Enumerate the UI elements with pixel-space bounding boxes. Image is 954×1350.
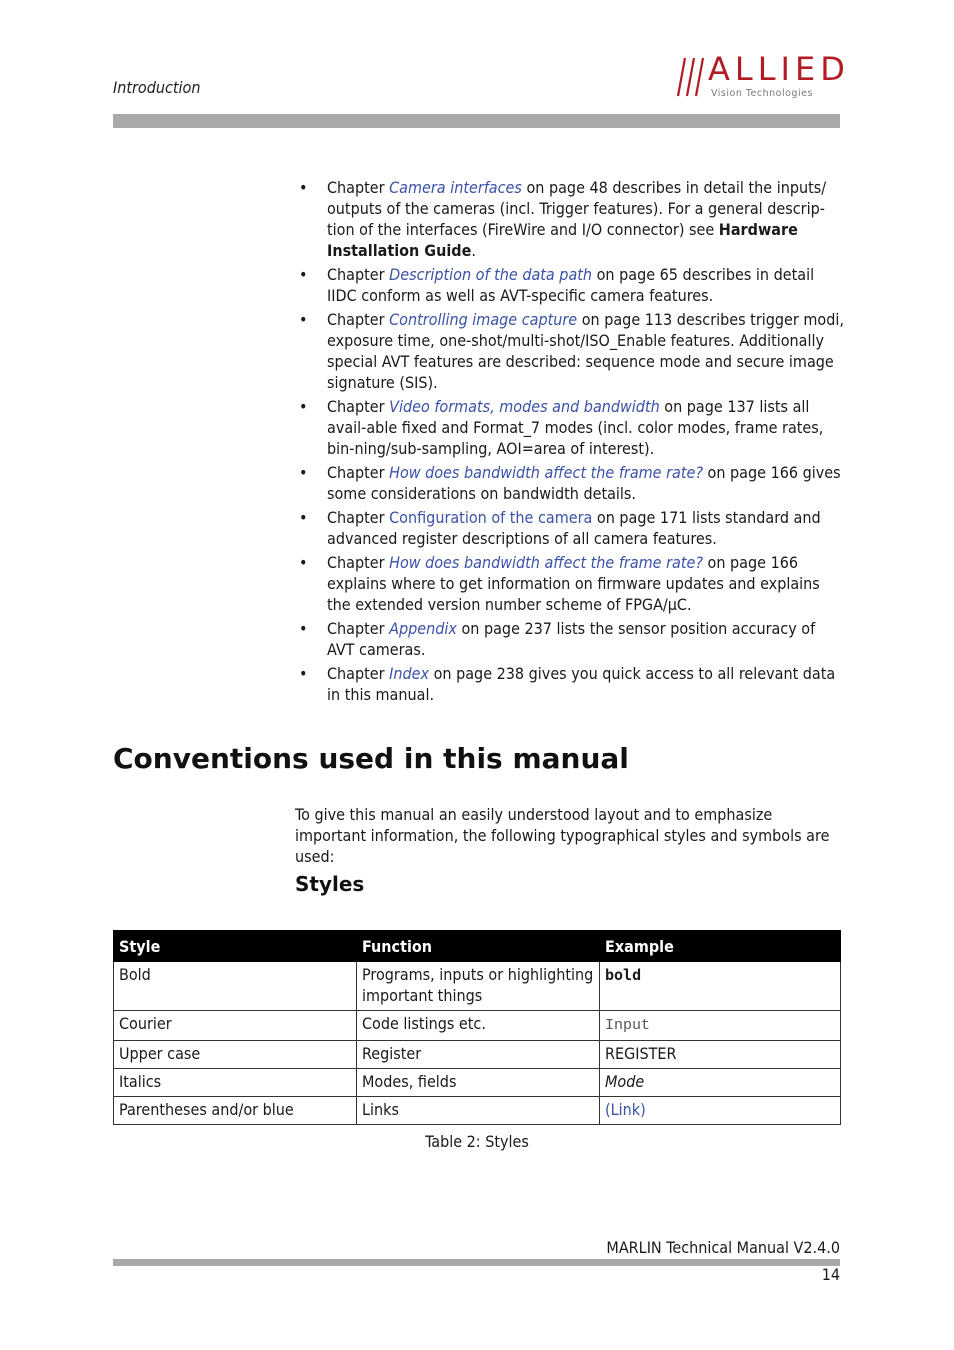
cell-style: Italics (114, 1069, 357, 1097)
table-row (114, 1011, 841, 1041)
footer-rule (113, 1259, 840, 1266)
bullet-icon: • (299, 178, 308, 197)
item-text: on page 137 lists all avail-able fixed and Format_7 modes (incl. color modes, frame rates, bin-ning/sub-sampling, AOI=area of interest). (327, 397, 824, 458)
bullet-icon: • (299, 397, 308, 416)
list-item (299, 663, 844, 705)
item-prefix: Chapter (327, 178, 390, 197)
item-text: on page 171 lists standard and advanced register descriptions of all camera features. (327, 508, 821, 548)
bullet-icon: • (299, 619, 308, 638)
list-item (299, 507, 844, 549)
cell-style: Parentheses and/or blue (114, 1097, 357, 1125)
column-header-function: Function (357, 931, 600, 962)
cell-function: Links (357, 1097, 600, 1125)
chapter-link-configuration[interactable]: Configuration of the camera (389, 508, 593, 527)
chapter-link-bandwidth[interactable]: How does bandwidth affect the frame rate? (389, 463, 703, 482)
list-item (299, 396, 844, 459)
list-item (299, 177, 844, 261)
item-bold-text: Hardware Installation Guide (327, 220, 798, 260)
item-text: on page 166 explains where to get information on firmware updates and explains the extended version number scheme of FPGA/µC. (327, 553, 820, 614)
item-prefix: Chapter (327, 664, 390, 683)
item-prefix: Chapter (327, 508, 390, 527)
item-text: on page 48 describes in detail the inputs/ outputs of the cameras (incl. Trigger features). For a general descrip-tion of the interfaces (FireWire and I/O connector) see (327, 178, 827, 239)
cell-function: Code listings etc. (357, 1011, 600, 1041)
example-courier: Input (605, 1017, 651, 1034)
cell-function: Modes, fields (357, 1069, 600, 1097)
item-prefix: Chapter (327, 463, 390, 482)
example-italic: Mode (605, 1072, 645, 1091)
chapter-link-bandwidth-2[interactable]: How does bandwidth affect the frame rate? (389, 553, 703, 572)
bullet-icon: • (299, 265, 308, 284)
chapter-link-appendix[interactable]: Appendix (389, 619, 457, 638)
cell-style: Courier (114, 1011, 357, 1041)
chapter-link-camera-interfaces[interactable]: Camera interfaces (389, 178, 522, 197)
footer-manual-title: MARLIN Technical Manual V2.4.0 (606, 1238, 840, 1257)
item-prefix: Chapter (327, 553, 390, 572)
cell-function: Programs, inputs or highlighting important things (357, 962, 600, 1011)
list-item (299, 309, 844, 393)
example-link[interactable]: (Link) (605, 1100, 646, 1119)
item-text: on page 238 gives you quick access to all relevant data in this manual. (327, 664, 836, 704)
item-text: on page 65 describes in detail IIDC conform as well as AVT-specific camera features. (327, 265, 815, 305)
item-text: on page 166 gives some considerations on bandwidth details. (327, 463, 841, 503)
cell-example (600, 1011, 841, 1041)
example-bold: bold (605, 966, 642, 984)
column-header-example: Example (600, 931, 841, 962)
bullet-icon: • (299, 508, 308, 527)
cell-example (600, 1069, 841, 1097)
bullet-icon: • (299, 553, 308, 572)
chapter-link-index[interactable]: Index (389, 664, 430, 683)
list-item (299, 618, 844, 660)
bullet-icon: • (299, 310, 308, 329)
allied-logo (668, 50, 850, 102)
item-prefix: Chapter (327, 397, 390, 416)
conventions-intro: To give this manual an easily understood layout and to emphasize important information, the following typographical styles and symbols are used: (295, 805, 830, 866)
item-end: . (471, 241, 476, 260)
item-text: on page 237 lists the sensor position accuracy of AVT cameras. (327, 619, 816, 659)
chapter-link-video-formats[interactable]: Video formats, modes and bandwidth (389, 397, 660, 416)
header-rule (113, 114, 840, 128)
running-header-section: Introduction (113, 78, 201, 97)
item-prefix: Chapter (327, 265, 390, 284)
bullet-icon: • (299, 463, 308, 482)
table-row (114, 1041, 841, 1069)
logo-wordmark: ALLIED (708, 50, 850, 88)
cell-example (600, 1097, 841, 1125)
cell-example (600, 962, 841, 1011)
cell-example: REGISTER (600, 1041, 841, 1069)
table-caption: Table 2: Styles (425, 1132, 529, 1151)
item-prefix: Chapter (327, 619, 390, 638)
bullet-icon: • (299, 664, 308, 683)
logo-tagline: Vision Technologies (711, 88, 813, 99)
table-row (114, 962, 841, 1011)
page-number: 14 (821, 1265, 840, 1284)
chapter-link-data-path[interactable]: Description of the data path (389, 265, 593, 284)
cell-style: Bold (114, 962, 357, 1011)
item-prefix: Chapter (327, 310, 390, 329)
conventions-heading: Conventions used in this manual (113, 742, 629, 775)
list-item (299, 462, 844, 504)
chapter-link-image-capture[interactable]: Controlling image capture (389, 310, 578, 329)
chapter-list (299, 177, 844, 708)
table-row (114, 1069, 841, 1097)
item-text: on page 113 describes trigger modi, exposure time, one-shot/multi-shot/ISO_Enable features. Additionally special AVT features are described: sequence mode and secure image signature (SIS). (327, 310, 844, 392)
cell-function: Register (357, 1041, 600, 1069)
list-item (299, 552, 844, 615)
column-header-style: Style (114, 931, 357, 962)
logo-slashes-icon (668, 52, 708, 100)
table-header-row (114, 931, 841, 962)
styles-heading: Styles (295, 872, 365, 896)
list-item (299, 264, 844, 306)
table-row (114, 1097, 841, 1125)
cell-style: Upper case (114, 1041, 357, 1069)
styles-table (113, 930, 841, 1125)
